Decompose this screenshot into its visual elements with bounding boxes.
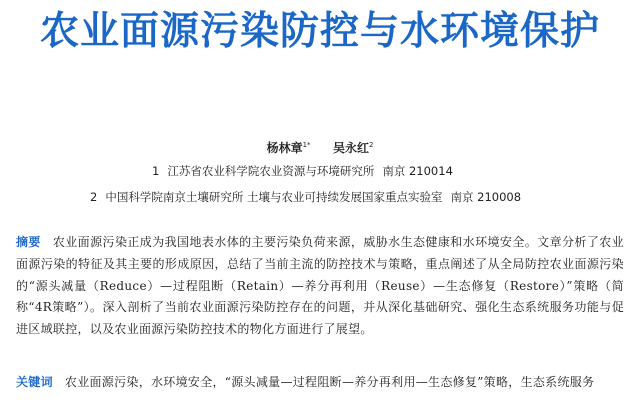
author-superscript: 1* <box>302 141 311 149</box>
author-name: 杨林章 <box>266 141 303 155</box>
affiliation-city: 南京 210014 <box>382 164 453 178</box>
affiliation-number: 2 <box>90 190 98 204</box>
affiliation-city: 南京 210008 <box>450 190 522 204</box>
affiliation-text: 江苏省农业科学院农业资源与环境研究所 <box>167 164 375 178</box>
author-superscript: 2 <box>368 141 374 149</box>
affiliation-text: 中国科学院南京土壤研究所 土壤与农业可持续发展国家重点实验室 <box>105 190 443 204</box>
keywords-label: 关键词 <box>16 375 53 389</box>
affiliation-number: 1 <box>152 164 160 178</box>
affiliation-1 <box>152 163 453 179</box>
abstract-label: 摘要 <box>16 235 41 249</box>
author-line <box>0 139 640 156</box>
author-name: 吴永红 <box>332 141 369 155</box>
paper-title: 农业面源污染防控与水环境保护 <box>39 9 600 54</box>
abstract-paragraph <box>16 232 624 341</box>
keywords-text: 农业面源污染，水环境安全，“源头减量—过程阻断—养分再利用—生态修复”策略，生态系统服务 <box>64 375 595 389</box>
abstract-text: 农业面源污染正成为我国地表水体的主要污染负荷来源，威胁水生态健康和水环境安全。文章分析了农业面源污染的特征及其主要的形成原因，总结了当前主流的防控技术与策略，重点阐述了从全局防控农业面源污染的“源头减量（Reduce）—过程阻断（Retain）—养分再利用（Reuse）—生态修复（Restore）”策略（简称“4R策略”）。深入剖析了当前农业面源污染防控存在的问题，并从深化基础研究、强化生态系统服务功能与促进区域联控，以及农业面源污染防控技术的物化方面进行了展望。 <box>16 235 624 337</box>
keywords-line <box>16 372 636 392</box>
affiliation-2 <box>90 189 521 205</box>
